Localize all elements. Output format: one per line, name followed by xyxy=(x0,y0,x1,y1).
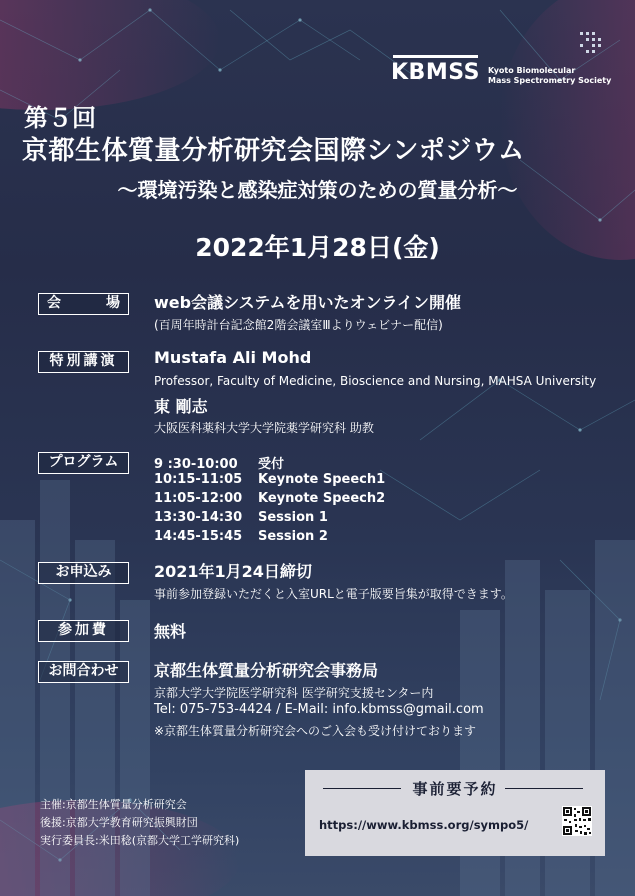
credit-support: 後援:京都大学教育研究振興財団 xyxy=(40,816,198,829)
program-row: 14:45-15:45 Session 2 xyxy=(154,529,328,544)
contact-address: 京都大学大学院医学研究科 医学研究支援センター内 xyxy=(154,686,434,700)
contact-org: 京都生体質量分析研究会事務局 xyxy=(154,661,379,680)
logo-bar xyxy=(393,55,478,58)
contact-label: お問合わせ xyxy=(38,661,129,683)
fee-value: 無料 xyxy=(154,622,187,641)
speaker-1-affiliation: Professor, Faculty of Medicine, Bioscience and Nursing, MAHSA University xyxy=(154,374,597,388)
credit-committee: 実行委員長:米田稔(京都大学工学研究科) xyxy=(40,834,240,847)
fee-label: 参加費 xyxy=(38,620,129,642)
event-date: 2022年1月28日(金) xyxy=(195,233,440,262)
speakers-label: 特別講演 xyxy=(38,351,129,373)
page-title: 京都生体質量分析研究会国際シンポジウム xyxy=(22,136,525,166)
speaker-1-name: Mustafa Ali Mohd xyxy=(154,348,312,367)
registration-note: 事前参加登録いただくと入室URLと電子版要旨集が取得できます。 xyxy=(154,587,513,601)
reservation-box xyxy=(305,770,605,856)
registration-label: お申込み xyxy=(38,562,129,584)
qr-code-icon[interactable] xyxy=(562,806,592,836)
speaker-2-name: 東 剛志 xyxy=(154,397,208,416)
logo-subtitle: Kyoto Biomolecular Mass Spectrometry Society xyxy=(488,66,612,85)
program-row: 13:30-14:30 Session 1 xyxy=(154,510,328,525)
reservation-url-link[interactable]: https://www.kbmss.org/sympo5/ xyxy=(319,818,529,832)
credit-host: 主催:京都生体質量分析研究会 xyxy=(40,798,187,811)
page-subtitle: 〜環境汚染と感染症対策のための質量分析〜 xyxy=(117,178,518,202)
contact-tel-email[interactable]: Tel: 075-753-4424 / E-Mail: info.kbmss@gmail.com xyxy=(154,702,484,717)
reservation-title: 事前要予約 xyxy=(412,780,498,798)
speaker-2-affiliation: 大阪医科薬科大学大学院薬学研究科 助教 xyxy=(154,421,374,435)
program-row: 9 :30-10:00 受付 xyxy=(154,457,285,472)
logo-name: KBMSS xyxy=(391,60,480,85)
contact-note: ※京都生体質量分析研究会へのご入会も受け付けております xyxy=(154,724,477,738)
program-row: 10:15-11:05 Keynote Speech1 xyxy=(154,472,386,487)
program-label: プログラム xyxy=(38,452,129,474)
registration-deadline: 2021年1月24日締切 xyxy=(154,562,312,581)
venue-label: 会 場 xyxy=(38,293,129,315)
venue-note: (百周年時計台記念館2階会議室Ⅲよりウェビナー配信) xyxy=(154,318,443,332)
dots-grid-icon xyxy=(580,32,602,58)
venue-main: web会議システムを用いたオンライン開催 xyxy=(154,293,462,312)
edition-label: 第５回 xyxy=(24,104,96,132)
program-row: 11:05-12:00 Keynote Speech2 xyxy=(154,491,386,506)
